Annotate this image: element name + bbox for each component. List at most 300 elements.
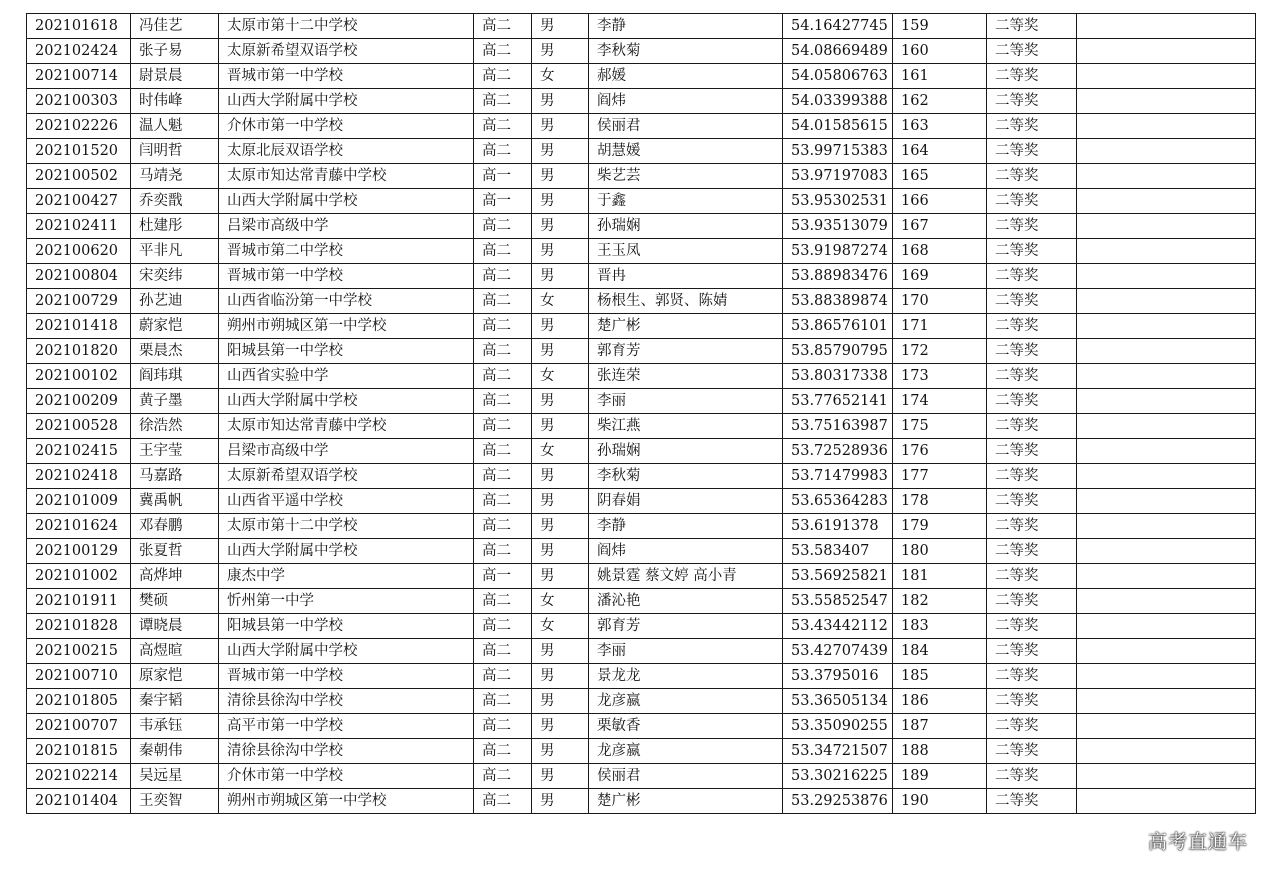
school-cell: 太原市第十二中学校: [219, 14, 474, 39]
remark-cell: [1077, 439, 1256, 464]
student-id-cell: 202101618: [27, 14, 131, 39]
school-cell: 山西省实验中学: [219, 364, 474, 389]
award-cell: 二等奖: [987, 364, 1077, 389]
award-cell: 二等奖: [987, 764, 1077, 789]
score-cell: 53.86576101: [783, 314, 893, 339]
award-roster-table: [26, 13, 1256, 814]
award-cell: 二等奖: [987, 189, 1077, 214]
school-cell: 太原新希望双语学校: [219, 39, 474, 64]
table-row: [27, 89, 1256, 114]
rank-cell: 166: [893, 189, 987, 214]
grade-cell: 高二: [474, 39, 532, 64]
score-cell: 53.29253876: [783, 789, 893, 814]
teacher-cell: 孙瑞娴: [589, 439, 783, 464]
table-row: [27, 639, 1256, 664]
gender-cell: 女: [532, 614, 589, 639]
award-cell: 二等奖: [987, 114, 1077, 139]
student-name-cell: 高烨坤: [131, 564, 219, 589]
school-cell: 朔州市朔城区第一中学校: [219, 314, 474, 339]
grade-cell: 高二: [474, 314, 532, 339]
rank-cell: 170: [893, 289, 987, 314]
remark-cell: [1077, 64, 1256, 89]
student-name-cell: 樊硕: [131, 589, 219, 614]
table-row: [27, 64, 1256, 89]
teacher-cell: 柴江燕: [589, 414, 783, 439]
score-cell: 53.34721507: [783, 739, 893, 764]
grade-cell: 高一: [474, 164, 532, 189]
student-name-cell: 吴远星: [131, 764, 219, 789]
remark-cell: [1077, 689, 1256, 714]
teacher-cell: 潘沁艳: [589, 589, 783, 614]
remark-cell: [1077, 639, 1256, 664]
score-cell: 54.03399388: [783, 89, 893, 114]
remark-cell: [1077, 114, 1256, 139]
student-id-cell: 202100710: [27, 664, 131, 689]
table-row: [27, 364, 1256, 389]
table-row: [27, 489, 1256, 514]
award-cell: 二等奖: [987, 514, 1077, 539]
rank-cell: 165: [893, 164, 987, 189]
rank-cell: 183: [893, 614, 987, 639]
remark-cell: [1077, 539, 1256, 564]
student-id-cell: 202101815: [27, 739, 131, 764]
school-cell: 介休市第一中学校: [219, 764, 474, 789]
remark-cell: [1077, 414, 1256, 439]
table-row: [27, 39, 1256, 64]
student-id-cell: 202100502: [27, 164, 131, 189]
student-name-cell: 闫明哲: [131, 139, 219, 164]
teacher-cell: 王玉凤: [589, 239, 783, 264]
school-cell: 阳城县第一中学校: [219, 339, 474, 364]
table-row: [27, 514, 1256, 539]
teacher-cell: 郝媛: [589, 64, 783, 89]
score-cell: 53.6191378: [783, 514, 893, 539]
remark-cell: [1077, 264, 1256, 289]
gender-cell: 男: [532, 314, 589, 339]
award-cell: 二等奖: [987, 339, 1077, 364]
teacher-cell: 李丽: [589, 639, 783, 664]
remark-cell: [1077, 789, 1256, 814]
teacher-cell: 孙瑞娴: [589, 214, 783, 239]
remark-cell: [1077, 14, 1256, 39]
gender-cell: 男: [532, 514, 589, 539]
remark-cell: [1077, 464, 1256, 489]
school-cell: 山西大学附属中学校: [219, 89, 474, 114]
school-cell: 晋城市第一中学校: [219, 64, 474, 89]
award-cell: 二等奖: [987, 39, 1077, 64]
grade-cell: 高二: [474, 264, 532, 289]
gender-cell: 男: [532, 689, 589, 714]
student-id-cell: 202100129: [27, 539, 131, 564]
remark-cell: [1077, 39, 1256, 64]
school-cell: 清徐县徐沟中学校: [219, 689, 474, 714]
teacher-cell: 胡慧媛: [589, 139, 783, 164]
award-cell: 二等奖: [987, 564, 1077, 589]
gender-cell: 女: [532, 439, 589, 464]
teacher-cell: 栗敏香: [589, 714, 783, 739]
student-id-cell: 202101009: [27, 489, 131, 514]
score-cell: 53.85790795: [783, 339, 893, 364]
rank-cell: 172: [893, 339, 987, 364]
student-name-cell: 温人魁: [131, 114, 219, 139]
student-id-cell: 202100528: [27, 414, 131, 439]
student-id-cell: 202101520: [27, 139, 131, 164]
teacher-cell: 李丽: [589, 389, 783, 414]
student-name-cell: 冯佳艺: [131, 14, 219, 39]
table-row: [27, 114, 1256, 139]
remark-cell: [1077, 139, 1256, 164]
rank-cell: 185: [893, 664, 987, 689]
table-row: [27, 614, 1256, 639]
remark-cell: [1077, 489, 1256, 514]
school-cell: 太原北辰双语学校: [219, 139, 474, 164]
rank-cell: 176: [893, 439, 987, 464]
score-cell: 54.05806763: [783, 64, 893, 89]
grade-cell: 高二: [474, 689, 532, 714]
student-name-cell: 秦朝伟: [131, 739, 219, 764]
remark-cell: [1077, 614, 1256, 639]
grade-cell: 高二: [474, 239, 532, 264]
score-cell: 53.3795016: [783, 664, 893, 689]
table-row: [27, 339, 1256, 364]
school-cell: 太原市知达常青藤中学校: [219, 414, 474, 439]
student-id-cell: 202101911: [27, 589, 131, 614]
student-name-cell: 高煜暄: [131, 639, 219, 664]
student-name-cell: 孙艺迪: [131, 289, 219, 314]
score-cell: 54.16427745: [783, 14, 893, 39]
student-id-cell: 202100707: [27, 714, 131, 739]
student-name-cell: 时伟峰: [131, 89, 219, 114]
student-id-cell: 202102411: [27, 214, 131, 239]
remark-cell: [1077, 364, 1256, 389]
gender-cell: 女: [532, 589, 589, 614]
award-cell: 二等奖: [987, 139, 1077, 164]
award-cell: 二等奖: [987, 664, 1077, 689]
score-cell: 53.30216225: [783, 764, 893, 789]
score-cell: 53.42707439: [783, 639, 893, 664]
student-name-cell: 徐浩然: [131, 414, 219, 439]
remark-cell: [1077, 589, 1256, 614]
watermark-logo: 高考直通车: [1147, 831, 1248, 853]
student-name-cell: 阎玮琪: [131, 364, 219, 389]
teacher-cell: 龙彦嬴: [589, 689, 783, 714]
gender-cell: 男: [532, 164, 589, 189]
remark-cell: [1077, 514, 1256, 539]
table-row: [27, 189, 1256, 214]
teacher-cell: 景龙龙: [589, 664, 783, 689]
rank-cell: 187: [893, 714, 987, 739]
grade-cell: 高二: [474, 489, 532, 514]
gender-cell: 男: [532, 389, 589, 414]
rank-cell: 167: [893, 214, 987, 239]
gender-cell: 男: [532, 464, 589, 489]
table-row: [27, 314, 1256, 339]
grade-cell: 高二: [474, 289, 532, 314]
table-row: [27, 264, 1256, 289]
gender-cell: 男: [532, 139, 589, 164]
table-row: [27, 714, 1256, 739]
rank-cell: 188: [893, 739, 987, 764]
grade-cell: 高二: [474, 664, 532, 689]
student-id-cell: 202100303: [27, 89, 131, 114]
rank-cell: 163: [893, 114, 987, 139]
student-id-cell: 202102226: [27, 114, 131, 139]
gender-cell: 男: [532, 339, 589, 364]
school-cell: 介休市第一中学校: [219, 114, 474, 139]
award-cell: 二等奖: [987, 239, 1077, 264]
teacher-cell: 李静: [589, 14, 783, 39]
rank-cell: 173: [893, 364, 987, 389]
award-cell: 二等奖: [987, 164, 1077, 189]
rank-cell: 161: [893, 64, 987, 89]
table-row: [27, 539, 1256, 564]
teacher-cell: 楚广彬: [589, 314, 783, 339]
student-id-cell: 202101418: [27, 314, 131, 339]
grade-cell: 高一: [474, 564, 532, 589]
teacher-cell: 侯丽君: [589, 114, 783, 139]
award-cell: 二等奖: [987, 789, 1077, 814]
grade-cell: 高二: [474, 739, 532, 764]
gender-cell: 女: [532, 289, 589, 314]
award-cell: 二等奖: [987, 714, 1077, 739]
award-cell: 二等奖: [987, 389, 1077, 414]
grade-cell: 高二: [474, 139, 532, 164]
student-id-cell: 202101828: [27, 614, 131, 639]
gender-cell: 男: [532, 714, 589, 739]
award-cell: 二等奖: [987, 689, 1077, 714]
award-cell: 二等奖: [987, 439, 1077, 464]
remark-cell: [1077, 289, 1256, 314]
score-cell: 54.01585615: [783, 114, 893, 139]
student-id-cell: 202100714: [27, 64, 131, 89]
score-cell: 53.65364283: [783, 489, 893, 514]
table-row: [27, 739, 1256, 764]
score-cell: 54.08669489: [783, 39, 893, 64]
rank-cell: 162: [893, 89, 987, 114]
student-name-cell: 尉景晨: [131, 64, 219, 89]
remark-cell: [1077, 239, 1256, 264]
teacher-cell: 张连荣: [589, 364, 783, 389]
table-row: [27, 439, 1256, 464]
gender-cell: 男: [532, 564, 589, 589]
school-cell: 高平市第一中学校: [219, 714, 474, 739]
rank-cell: 177: [893, 464, 987, 489]
gender-cell: 男: [532, 664, 589, 689]
school-cell: 山西大学附属中学校: [219, 189, 474, 214]
score-cell: 53.80317338: [783, 364, 893, 389]
student-name-cell: 韦承钰: [131, 714, 219, 739]
award-cell: 二等奖: [987, 89, 1077, 114]
student-name-cell: 黄子墨: [131, 389, 219, 414]
score-cell: 53.88983476: [783, 264, 893, 289]
school-cell: 山西省平遥中学校: [219, 489, 474, 514]
school-cell: 山西大学附属中学校: [219, 639, 474, 664]
school-cell: 太原市知达常青藤中学校: [219, 164, 474, 189]
gender-cell: 男: [532, 214, 589, 239]
student-id-cell: 202101805: [27, 689, 131, 714]
remark-cell: [1077, 389, 1256, 414]
remark-cell: [1077, 89, 1256, 114]
student-name-cell: 平非凡: [131, 239, 219, 264]
student-id-cell: 202101820: [27, 339, 131, 364]
award-cell: 二等奖: [987, 414, 1077, 439]
rank-cell: 186: [893, 689, 987, 714]
rank-cell: 181: [893, 564, 987, 589]
school-cell: 朔州市朔城区第一中学校: [219, 789, 474, 814]
student-name-cell: 马靖尧: [131, 164, 219, 189]
teacher-cell: 阎炜: [589, 539, 783, 564]
grade-cell: 高二: [474, 89, 532, 114]
score-cell: 53.99715383: [783, 139, 893, 164]
table-row: [27, 414, 1256, 439]
table-row: [27, 764, 1256, 789]
gender-cell: 男: [532, 789, 589, 814]
teacher-cell: 晋冉: [589, 264, 783, 289]
gender-cell: 男: [532, 14, 589, 39]
award-cell: 二等奖: [987, 314, 1077, 339]
roster-body: [27, 14, 1256, 814]
remark-cell: [1077, 739, 1256, 764]
rank-cell: 174: [893, 389, 987, 414]
school-cell: 晋城市第一中学校: [219, 264, 474, 289]
teacher-cell: 楚广彬: [589, 789, 783, 814]
award-cell: 二等奖: [987, 614, 1077, 639]
student-id-cell: 202102418: [27, 464, 131, 489]
grade-cell: 高二: [474, 614, 532, 639]
student-name-cell: 秦宇韬: [131, 689, 219, 714]
teacher-cell: 柴艺芸: [589, 164, 783, 189]
score-cell: 53.36505134: [783, 689, 893, 714]
teacher-cell: 龙彦嬴: [589, 739, 783, 764]
score-cell: 53.91987274: [783, 239, 893, 264]
student-name-cell: 邓春鹏: [131, 514, 219, 539]
rank-cell: 168: [893, 239, 987, 264]
student-name-cell: 马嘉路: [131, 464, 219, 489]
teacher-cell: 李秋菊: [589, 464, 783, 489]
table-row: [27, 389, 1256, 414]
score-cell: 53.77652141: [783, 389, 893, 414]
gender-cell: 男: [532, 39, 589, 64]
table-row: [27, 789, 1256, 814]
rank-cell: 175: [893, 414, 987, 439]
gender-cell: 男: [532, 764, 589, 789]
table-row: [27, 664, 1256, 689]
grade-cell: 高二: [474, 14, 532, 39]
rank-cell: 179: [893, 514, 987, 539]
score-cell: 53.35090255: [783, 714, 893, 739]
gender-cell: 男: [532, 189, 589, 214]
student-id-cell: 202100620: [27, 239, 131, 264]
grade-cell: 高二: [474, 539, 532, 564]
student-name-cell: 宋奕纬: [131, 264, 219, 289]
teacher-cell: 侯丽君: [589, 764, 783, 789]
school-cell: 晋城市第二中学校: [219, 239, 474, 264]
remark-cell: [1077, 214, 1256, 239]
remark-cell: [1077, 764, 1256, 789]
gender-cell: 男: [532, 414, 589, 439]
student-name-cell: 谭晓晨: [131, 614, 219, 639]
grade-cell: 高二: [474, 589, 532, 614]
school-cell: 吕梁市高级中学: [219, 214, 474, 239]
score-cell: 53.55852547: [783, 589, 893, 614]
school-cell: 山西大学附属中学校: [219, 539, 474, 564]
gender-cell: 男: [532, 264, 589, 289]
student-name-cell: 王宇莹: [131, 439, 219, 464]
grade-cell: 高二: [474, 414, 532, 439]
score-cell: 53.583407: [783, 539, 893, 564]
grade-cell: 高二: [474, 714, 532, 739]
score-cell: 53.75163987: [783, 414, 893, 439]
grade-cell: 高二: [474, 339, 532, 364]
grade-cell: 高一: [474, 189, 532, 214]
table-row: [27, 464, 1256, 489]
teacher-cell: 姚景霆 蔡文婷 高小青: [589, 564, 783, 589]
gender-cell: 男: [532, 239, 589, 264]
school-cell: 康杰中学: [219, 564, 474, 589]
remark-cell: [1077, 164, 1256, 189]
teacher-cell: 杨根生、郭贤、陈婧: [589, 289, 783, 314]
rank-cell: 189: [893, 764, 987, 789]
student-id-cell: 202101404: [27, 789, 131, 814]
award-cell: 二等奖: [987, 639, 1077, 664]
score-cell: 53.97197083: [783, 164, 893, 189]
score-cell: 53.56925821: [783, 564, 893, 589]
school-cell: 阳城县第一中学校: [219, 614, 474, 639]
student-id-cell: 202100209: [27, 389, 131, 414]
rank-cell: 190: [893, 789, 987, 814]
rank-cell: 160: [893, 39, 987, 64]
remark-cell: [1077, 714, 1256, 739]
student-id-cell: 202102415: [27, 439, 131, 464]
remark-cell: [1077, 564, 1256, 589]
grade-cell: 高二: [474, 439, 532, 464]
award-cell: 二等奖: [987, 289, 1077, 314]
student-id-cell: 202100427: [27, 189, 131, 214]
grade-cell: 高二: [474, 364, 532, 389]
school-cell: 忻州第一中学: [219, 589, 474, 614]
school-cell: 山西省临汾第一中学校: [219, 289, 474, 314]
student-name-cell: 栗晨杰: [131, 339, 219, 364]
student-id-cell: 202100729: [27, 289, 131, 314]
school-cell: 清徐县徐沟中学校: [219, 739, 474, 764]
school-cell: 晋城市第一中学校: [219, 664, 474, 689]
student-name-cell: 张夏哲: [131, 539, 219, 564]
rank-cell: 184: [893, 639, 987, 664]
award-cell: 二等奖: [987, 14, 1077, 39]
award-cell: 二等奖: [987, 464, 1077, 489]
gender-cell: 男: [532, 539, 589, 564]
rank-cell: 169: [893, 264, 987, 289]
teacher-cell: 李秋菊: [589, 39, 783, 64]
student-id-cell: 202100215: [27, 639, 131, 664]
student-name-cell: 乔奕戬: [131, 189, 219, 214]
table-row: [27, 564, 1256, 589]
student-name-cell: 杜建彤: [131, 214, 219, 239]
student-name-cell: 冀禹帆: [131, 489, 219, 514]
rank-cell: 171: [893, 314, 987, 339]
grade-cell: 高二: [474, 639, 532, 664]
student-id-cell: 202102424: [27, 39, 131, 64]
rank-cell: 180: [893, 539, 987, 564]
gender-cell: 女: [532, 64, 589, 89]
table-row: [27, 589, 1256, 614]
teacher-cell: 李静: [589, 514, 783, 539]
student-id-cell: 202101624: [27, 514, 131, 539]
school-cell: 太原市第十二中学校: [219, 514, 474, 539]
award-cell: 二等奖: [987, 539, 1077, 564]
teacher-cell: 于鑫: [589, 189, 783, 214]
school-cell: 吕梁市高级中学: [219, 439, 474, 464]
